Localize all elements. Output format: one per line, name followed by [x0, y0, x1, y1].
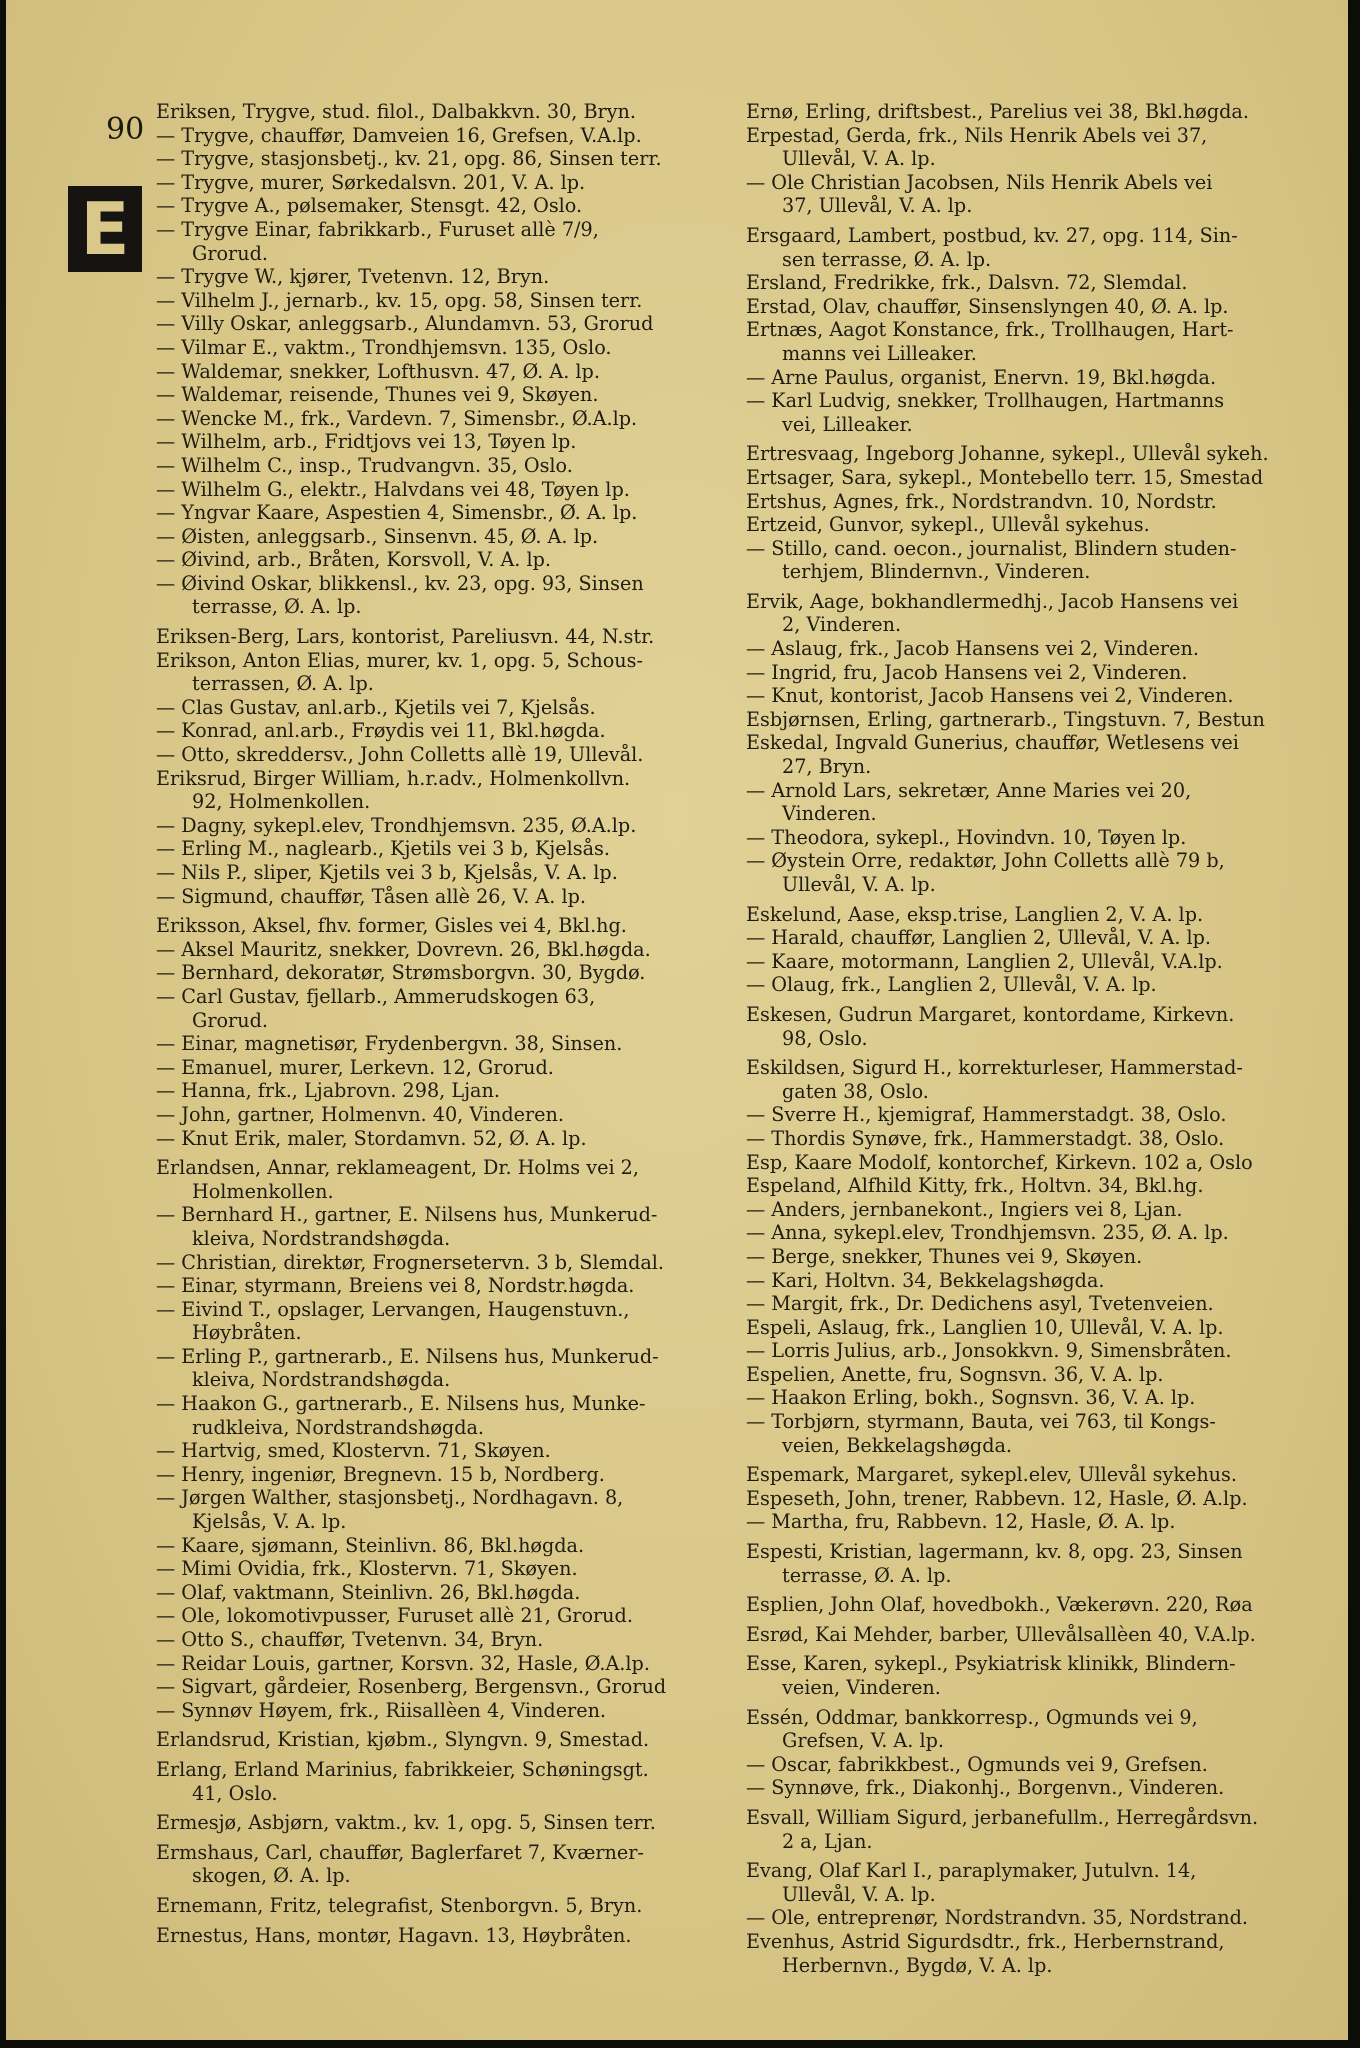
directory-entry: Esp, Kaare Modolf, kontorchef, Kirkevn. 102 a, Oslo: [746, 1150, 1253, 1174]
directory-entry: — Trygve W., kjører, Tvetenvn. 12, Bryn.: [156, 265, 550, 289]
directory-entry: Espemark, Margaret, sykepl.elev, Ullevål sykehus.: [746, 1463, 1237, 1487]
directory-entry: — Haakon Erling, bokh., Sognsvn. 36, V. A. lp.: [746, 1386, 1196, 1410]
page-number: 90: [106, 112, 145, 147]
directory-entry: — Haakon G., gartnerarb., E. Nilsens hus, Munke- rudkleiva, Nordstrandshøgda.: [156, 1392, 646, 1439]
directory-entry: — Olaf, vaktmann, Steinlivn. 26, Bkl.høgda.: [156, 1580, 581, 1604]
left-column: [156, 100, 716, 1947]
directory-entry: — Ingrid, fru, Jacob Hansens vei 2, Vinderen.: [746, 660, 1188, 684]
directory-entry: — Reidar Louis, gartner, Korsvn. 32, Hasle, Ø.A.lp.: [156, 1651, 650, 1675]
directory-entry: — Mimi Ovidia, frk., Klostervn. 71, Skøyen.: [156, 1557, 578, 1581]
directory-entry: Erlandsrud, Kristian, kjøbm., Slyngvn. 9, Smestad.: [156, 1728, 650, 1752]
directory-entry: Esplien, John Olaf, hovedbokh., Vækerøvn. 220, Røa: [746, 1593, 1253, 1617]
directory-entry: — Øisten, anleggsarb., Sinsenvn. 45, Ø. A. lp.: [156, 524, 599, 548]
directory-entry: — Martha, fru, Rabbevn. 12, Hasle, Ø. A. lp.: [746, 1510, 1176, 1534]
directory-entry: — Karl Ludvig, snekker, Trollhaugen, Hartmanns vei, Lilleaker.: [746, 389, 1225, 436]
directory-entry: — Knut Erik, maler, Stordamvn. 52, Ø. A. lp.: [156, 1126, 587, 1150]
directory-entry: — Øivind Oskar, blikkensl., kv. 23, opg. 93, Sinsen terrasse, Ø. A. lp.: [156, 571, 644, 619]
directory-entry: Erpestad, Gerda, frk., Nils Henrik Abels vei 37, Ullevål, V. A. lp.: [746, 123, 1208, 171]
directory-entry: — Knut, kontorist, Jacob Hansens vei 2, Vinderen.: [746, 684, 1234, 708]
directory-entry: — Trygve, murer, Sørkedalsvn. 201, V. A. lp.: [156, 170, 586, 194]
directory-entry: — Torbjørn, styrmann, Bauta, vei 763, til Kongs- veien, Bekkelagshøgda.: [746, 1410, 1216, 1457]
directory-entry: — Waldemar, reisende, Thunes vei 9, Skøyen.: [156, 383, 599, 407]
directory-entry: — Berge, snekker, Thunes vei 9, Skøyen.: [746, 1244, 1143, 1268]
directory-entry: — Yngvar Kaare, Aspestien 4, Simensbr., Ø. A. lp.: [156, 501, 638, 525]
directory-entry: Ermesjø, Asbjørn, vaktm., kv. 1, opg. 5, Sinsen terr.: [156, 1811, 656, 1835]
directory-entry: — Einar, styrmann, Breiens vei 8, Nordstr.høgda.: [156, 1274, 635, 1298]
directory-entry: — Lorris Julius, arb., Jonsokkvn. 9, Simensbråten.: [746, 1339, 1232, 1363]
directory-entry: — Aslaug, frk., Jacob Hansens vei 2, Vinderen.: [746, 637, 1199, 661]
directory-entry: — Trygve, stasjonsbetj., kv. 21, opg. 86, Sinsen terr.: [156, 147, 662, 171]
directory-entry: Eriksson, Aksel, fhv. former, Gisles vei 4, Bkl.hg.: [156, 914, 627, 938]
directory-entry: — Vilmar E., vaktm., Trondhjemsvn. 135, Oslo.: [156, 335, 612, 359]
directory-entry: — Ole, lokomotivpusser, Furuset allè 21, Grorud.: [156, 1604, 633, 1628]
directory-entry: Esse, Karen, sykepl., Psykiatrisk klinikk, Blindern- veien, Vinderen.: [746, 1652, 1236, 1699]
directory-entry: Essén, Oddmar, bankkorresp., Ogmunds vei 9, Grefsen, V. A. lp.: [746, 1705, 1198, 1753]
directory-entry: — Olaug, frk., Langlien 2, Ullevål, V. A. lp.: [746, 973, 1157, 997]
directory-entry: — Bernhard H., gartner, E. Nilsens hus, Munkerud- kleiva, Nordstrandshøgda.: [156, 1203, 658, 1250]
directory-entry: — Vilhelm J., jernarb., kv. 15, opg. 58, Sinsen terr.: [156, 288, 643, 312]
directory-entry: Ertzeid, Gunvor, sykepl., Ullevål sykehus.: [746, 513, 1150, 537]
directory-entry: — Erling M., naglearb., Kjetils vei 3 b, Kjelsås.: [156, 837, 610, 861]
directory-entry: Eskelund, Aase, eksp.trise, Langlien 2, V. A. lp.: [746, 902, 1204, 926]
directory-entry: — Kaare, sjømann, Steinlivn. 86, Bkl.høgda.: [156, 1533, 585, 1557]
directory-entry: Eriksrud, Birger William, h.r.adv., Holmenkollvn. 92, Holmenkollen.: [156, 766, 631, 814]
directory-entry: — Ole Christian Jacobsen, Nils Henrik Abels vei 37, Ullevål, V. A. lp.: [746, 170, 1213, 218]
directory-entry: Eskesen, Gudrun Margaret, kontordame, Kirkevn. 98, Oslo.: [746, 1002, 1235, 1050]
directory-page: [6, 0, 1348, 2040]
directory-entry: — Erling P., gartnerarb., E. Nilsens hus, Munkerud- kleiva, Nordstrandshøgda.: [156, 1344, 659, 1392]
directory-entry: — Wilhelm G., elektr., Halvdans vei 48, Tøyen lp.: [156, 477, 630, 501]
directory-entry: Eriksen-Berg, Lars, kontorist, Pareliusvn. 44, N.str.: [156, 625, 655, 649]
directory-entry: Ernø, Erling, driftsbest., Parelius vei 38, Bkl.høgda.: [746, 100, 1249, 123]
right-column: [746, 100, 1306, 1977]
directory-entry: Ertnæs, Aagot Konstance, frk., Trollhaugen, Hart- manns vei Lilleaker.: [746, 318, 1234, 365]
directory-entry: — Sverre H., kjemigraf, Hammerstadgt. 38, Oslo.: [746, 1103, 1227, 1127]
directory-entry: Ersgaard, Lambert, postbud, kv. 27, opg. 114, Sin- sen terrasse, Ø. A. lp.: [746, 223, 1238, 271]
directory-entry: Ertshus, Agnes, frk., Nordstrandvn. 10, Nordstr.: [746, 489, 1217, 513]
directory-entry: — Kaare, motormann, Langlien 2, Ullevål, V.A.lp.: [746, 949, 1223, 973]
directory-entry: — Stillo, cand. oecon., journalist, Blindern studen- terhjem, Blindernvn., Vinderen.: [746, 536, 1237, 584]
directory-entry: — John, gartner, Holmenvn. 40, Vinderen.: [156, 1102, 564, 1126]
directory-entry: — Otto S., chauffør, Tvetenvn. 34, Bryn.: [156, 1628, 544, 1651]
directory-entry: — Otto, skreddersv., John Colletts allè 19, Ullevål.: [156, 743, 644, 767]
directory-entry: — Øivind, arb., Bråten, Korsvoll, V. A. lp.: [156, 548, 552, 572]
directory-entry: Eskedal, Ingvald Gunerius, chauffør, Wetlesens vei 27, Bryn.: [746, 731, 1239, 779]
directory-entry: — Kari, Holtvn. 34, Bekkelagshøgda.: [746, 1268, 1105, 1292]
directory-entry: — Sigvart, gårdeier, Rosenberg, Bergensvn., Grorud: [156, 1675, 667, 1699]
directory-entry: Erstad, Olav, chauffør, Sinsenslyngen 40, Ø. A. lp.: [746, 294, 1229, 318]
letter-thumb-index: E: [68, 186, 142, 272]
directory-entry: — Villy Oskar, anleggsarb., Alundamvn. 53, Grorud: [156, 312, 654, 336]
directory-entry: — Wilhelm C., insp., Trudvangvn. 35, Oslo.: [156, 453, 573, 477]
directory-entry: — Nils P., sliper, Kjetils vei 3 b, Kjelsås, V. A. lp.: [156, 861, 618, 884]
directory-entry: — Konrad, anl.arb., Frøydis vei 11, Bkl.høgda.: [156, 719, 606, 743]
directory-entry: Ernemann, Fritz, telegrafist, Stenborgvn. 5, Bryn.: [156, 1893, 643, 1917]
directory-entry: — Wilhelm, arb., Fridtjovs vei 13, Tøyen lp.: [156, 430, 577, 454]
directory-entry: Erikson, Anton Elias, murer, kv. 1, opg. 5, Schous- terrassen, Ø. A. lp.: [156, 648, 643, 696]
directory-entry: Espeli, Aslaug, frk., Langlien 10, Ullevål, V. A. lp.: [746, 1315, 1224, 1339]
directory-entry: — Sigmund, chauffør, Tåsen allè 26, V. A. lp.: [156, 884, 586, 908]
directory-entry: — Synnøve, frk., Diakonhj., Borgenvn., Vinderen.: [746, 1776, 1225, 1800]
directory-entry: — Trygve, chauffør, Damveien 16, Grefsen, V.A.lp.: [156, 123, 642, 147]
directory-entry: Esbjørnsen, Erling, gartnerarb., Tingstuvn. 7, Bestun: [746, 707, 1265, 731]
directory-entry: Evenhus, Astrid Sigurdsdtr., frk., Herbernstrand, Herbernvn., Bygdø, V. A. lp.: [746, 1929, 1225, 1977]
directory-entry: Espesti, Kristian, lagermann, kv. 8, opg. 23, Sinsen terrasse, Ø. A. lp.: [746, 1540, 1243, 1587]
directory-entry: — Oscar, fabrikkbest., Ogmunds vei 9, Grefsen.: [746, 1752, 1208, 1776]
directory-entry: Ermshaus, Carl, chauffør, Baglerfaret 7, Kværner- skogen, Ø. A. lp.: [156, 1840, 644, 1888]
directory-entry: — Margit, frk., Dr. Dedichens asyl, Tvetenveien.: [746, 1292, 1214, 1316]
directory-entry: Ervik, Aage, bokhandlermedhj., Jacob Hansens vei 2, Vinderen.: [746, 589, 1239, 637]
directory-entry: — Hanna, frk., Ljabrovn. 298, Ljan.: [156, 1079, 500, 1103]
directory-entry: — Carl Gustav, fjellarb., Ammerudskogen 63, Grorud.: [156, 984, 596, 1032]
directory-entry: Evang, Olaf Karl I., paraplymaker, Jutulvn. 14, Ullevål, V. A. lp.: [746, 1859, 1197, 1906]
directory-entry: — Arnold Lars, sekretær, Anne Maries vei 20, Vinderen.: [746, 778, 1192, 826]
directory-entry: — Harald, chauffør, Langlien 2, Ullevål, V. A. lp.: [746, 926, 1212, 950]
directory-entry: Ertresvaag, Ingeborg Johanne, sykepl., Ullevål sykeh.: [746, 442, 1269, 466]
directory-entry: — Eivind T., opslager, Lervangen, Haugenstuvn., Høybråten.: [156, 1297, 630, 1345]
directory-entry: Ersland, Fredrikke, frk., Dalsvn. 72, Slemdal.: [746, 271, 1188, 295]
directory-entry: Eskildsen, Sigurd H., korrekturleser, Hammerstad- gaten 38, Oslo.: [746, 1056, 1243, 1103]
directory-entry: Esvall, William Sigurd, jerbanefullm., Herregårdsvn. 2 a, Ljan.: [746, 1805, 1259, 1853]
directory-entry: — Hartvig, smed, Klostervn. 71, Skøyen.: [156, 1439, 551, 1463]
directory-entry: — Arne Paulus, organist, Enervn. 19, Bkl.høgda.: [746, 365, 1217, 389]
directory-entry: Erlang, Erland Marinius, fabrikkeier, Schøningsgt. 41, Oslo.: [156, 1757, 649, 1805]
directory-entry: — Einar, magnetisør, Frydenbergvn. 38, Sinsen.: [156, 1032, 623, 1056]
directory-entry: — Jørgen Walther, stasjonsbetj., Nordhagavn. 8, Kjelsås, V. A. lp.: [156, 1486, 624, 1534]
directory-entry: — Øystein Orre, redaktør, John Colletts allè 79 b, Ullevål, V. A. lp.: [746, 849, 1225, 896]
directory-entry: — Ole, entreprenør, Nordstrandvn. 35, Nordstrand.: [746, 1906, 1248, 1930]
directory-entry: — Emanuel, murer, Lerkevn. 12, Grorud.: [156, 1055, 554, 1079]
directory-entry: — Dagny, sykepl.elev, Trondhjemsvn. 235, Ø.A.lp.: [156, 813, 637, 837]
directory-entry: — Anna, sykepl.elev, Trondhjemsvn. 235, Ø. A. lp.: [746, 1221, 1229, 1245]
directory-entry: — Anders, jernbanekont., Ingiers vei 8, Ljan.: [746, 1197, 1183, 1221]
directory-entry: Ernestus, Hans, montør, Hagavn. 13, Høybråten.: [156, 1923, 632, 1947]
directory-entry: Erlandsen, Annar, reklameagent, Dr. Holms vei 2, Holmenkollen.: [156, 1156, 639, 1203]
directory-entry: — Christian, direktør, Frognersetervn. 3 b, Slemdal.: [156, 1250, 665, 1274]
directory-entry: Esrød, Kai Mehder, barber, Ullevålsallèen 40, V.A.lp.: [746, 1622, 1256, 1646]
directory-entry: — Thordis Synøve, frk., Hammerstadgt. 38, Oslo.: [746, 1126, 1225, 1150]
directory-entry: Ertsager, Sara, sykepl., Montebello terr. 15, Smestad: [746, 465, 1264, 489]
directory-entry: — Synnøv Høyem, frk., Riisallèen 4, Vinderen.: [156, 1698, 607, 1722]
directory-entry: — Bernhard, dekoratør, Strømsborgvn. 30, Bygdø.: [156, 961, 646, 985]
directory-entry: — Trygve Einar, fabrikkarb., Furuset allè 7/9, Grorud.: [156, 217, 599, 265]
directory-entry: — Theodora, sykepl., Hovindvn. 10, Tøyen lp.: [746, 825, 1187, 849]
directory-entry: — Clas Gustav, anl.arb., Kjetils vei 7, Kjelsås.: [156, 695, 596, 719]
directory-entry: — Aksel Mauritz, snekker, Dovrevn. 26, Bkl.høgda.: [156, 937, 651, 961]
directory-entry: Eriksen, Trygve, stud. filol., Dalbakkvn. 30, Bryn.: [156, 100, 637, 123]
directory-entry: — Henry, ingeniør, Bregnevn. 15 b, Nordberg.: [156, 1462, 605, 1486]
directory-entry: — Trygve A., pølsemaker, Stensgt. 42, Oslo.: [156, 194, 583, 218]
directory-entry: Espelien, Anette, fru, Sognsvn. 36, V. A. lp.: [746, 1362, 1164, 1386]
directory-entry: — Wencke M., frk., Vardevn. 7, Simensbr., Ø.A.lp.: [156, 406, 638, 430]
directory-entry: Espeland, Alfhild Kitty, frk., Holtvn. 34, Bkl.hg.: [746, 1174, 1204, 1198]
directory-entry: — Waldemar, snekker, Lofthusvn. 47, Ø. A. lp.: [156, 359, 600, 383]
directory-entry: Espeseth, John, trener, Rabbevn. 12, Hasle, Ø. A.lp.: [746, 1486, 1248, 1510]
